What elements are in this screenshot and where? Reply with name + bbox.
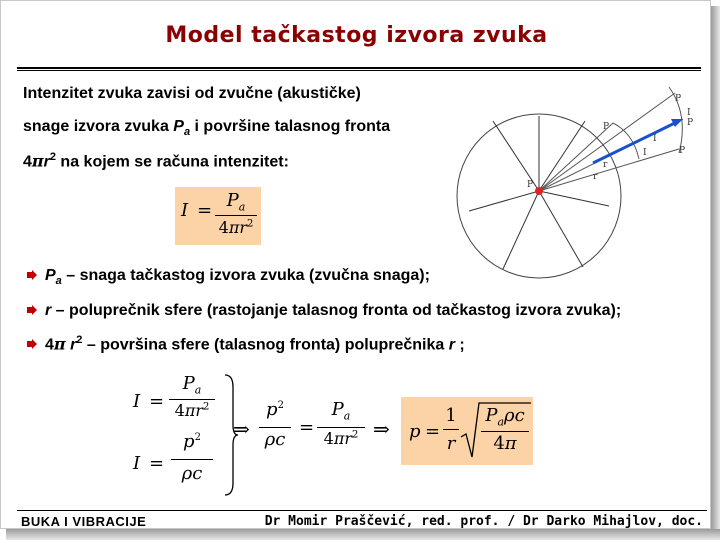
intro-text: snage izvora zvuka [23,118,174,135]
symbol-r: r [43,153,50,171]
diagram-label: P [679,146,686,156]
footer-authors: Dr Momir Praščević, red. prof. / Dr Darko Mihajlov, doc. [264,514,703,529]
source-point [535,187,543,195]
diagram-label: I [687,108,691,118]
slide-shadow [711,6,720,540]
intro-line-1: Intenzitet zvuka zavisi od zvučne (akustičke) [23,85,361,102]
intro-text: i površine talasnog fronta [190,118,391,135]
diagram-label: r [603,160,608,170]
symbol-p: P [173,118,184,135]
symbol-pi: π [31,151,44,171]
intro-line-2 [23,118,390,138]
symbol-p: P [45,267,56,284]
arrow-bullet-icon [27,270,37,280]
diagram-label: P [603,122,610,132]
intro-text: na kojem se računa intenzitet: [55,153,289,171]
symbol-r: r [448,336,455,354]
intro-text: 4 [23,153,32,171]
diagram-label: I [643,148,647,158]
bullet-text: ; [454,336,465,354]
bullet-item [27,302,621,320]
bullet-text: – snaga tačkastog izvora zvuka (zvučna snaga); [61,267,430,284]
symbol-r: r [45,302,52,319]
arrow-bullet-icon [27,339,37,349]
formula-middle: ⇒ $p^2$ ρc = $P_a$ $4\pi r^2$ ⇒ [233,399,390,450]
symbol-sub-a: a [55,275,62,288]
formula-intensity: I = $P_a$ $4\pi r^2$ [175,187,261,245]
bullet-item [27,267,430,287]
bullet-item [27,334,465,354]
footer-course: BUKA I VIBRACIJE [21,514,147,529]
title-divider [17,67,701,69]
slide-shadow [6,529,720,540]
diagram-label: r [593,172,598,182]
page-title: Model tačkastog izvora zvuka [165,23,548,48]
formula-pressure: p = 1 r $P_a\rho c$ 4π [401,397,533,465]
symbol-pi: π [53,334,66,354]
diagram-label: P [675,94,682,104]
bullet-text: – površina sfere (talasnog fronta) poluprečnika [82,336,449,354]
formula-system: I = $P_a$ $4\pi r^2$ I = $p^2$ ρc [131,369,231,499]
diagram-label: P [687,118,694,128]
diagram-label: P [527,180,534,190]
bullet-prefix: 4 [45,336,54,354]
symbol-exp: 2 [76,334,83,346]
diagram-label: I [653,134,657,144]
symbol-sub-a: a [183,126,191,139]
symbol-r: r [65,336,77,354]
title-divider-thin [17,70,701,71]
arrow-bullet-icon [27,305,37,315]
intro-line-3 [23,151,289,171]
symbol-exp: 2 [49,151,56,163]
bullet-text: – poluprečnik sfere (rastojanje talasnog fronta od tačkastog izvora zvuka); [51,302,622,319]
point-source-diagram [443,81,705,321]
footer-divider [17,510,707,511]
